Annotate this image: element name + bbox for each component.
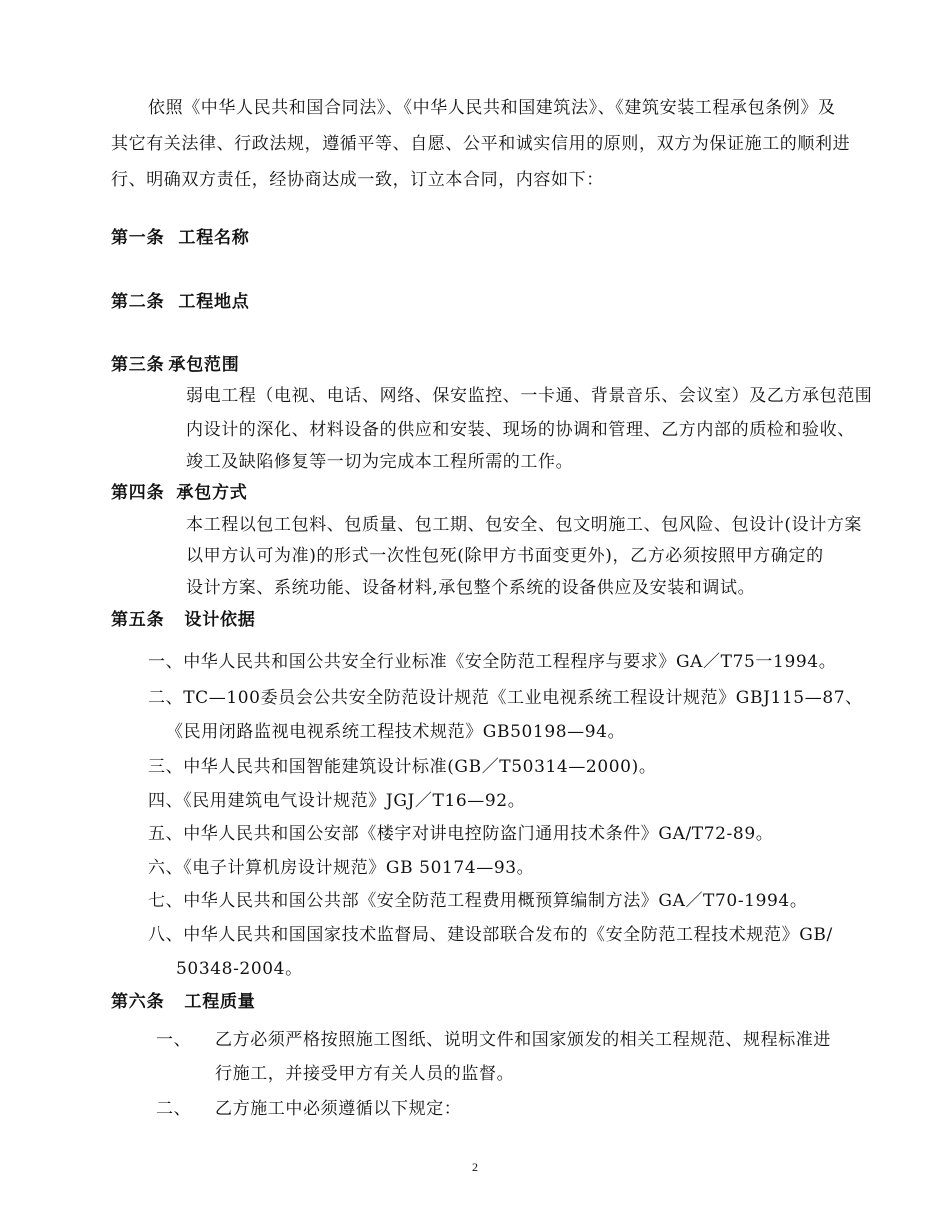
article-5-line-4: 三、中华人民共和国智能建筑设计标准(GB／T50314—2000)。 xyxy=(148,757,657,777)
article-5-line-6: 五、中华人民共和国公安部《楼宇对讲电控防盗门通用技术条件》GA/T72-89。 xyxy=(148,824,774,844)
article-4-line-1: 本工程以包工包料、包质量、包工期、包安全、包文明施工、包风险、包设计(设计方案 xyxy=(186,515,863,535)
article-6-item-2-line-1: 乙方施工中必须遵循以下规定： xyxy=(215,1099,462,1119)
article-4-line-3: 设计方案、系统功能、设备材料,承包整个系统的设备供应及安装和调试。 xyxy=(186,578,756,598)
article-title: 工程质量 xyxy=(184,992,256,1012)
article-5-line-9: 八、中华人民共和国国家技术监督局、建设部联合发布的《安全防范工程技术规范》GB/ xyxy=(148,925,833,945)
article-6-item-1-line-2: 行施工，并接受甲方有关人员的监督。 xyxy=(215,1064,515,1084)
article-5-heading xyxy=(111,610,256,630)
intro-line-3: 行、明确双方责任，经协商达成一致，订立本合同，内容如下： xyxy=(111,170,604,190)
article-6-item-2-marker: 二、 xyxy=(156,1099,192,1119)
article-3-line-2: 内设计的深化、材料设备的供应和安装、现场的协调和管理、乙方内部的质检和验收、 xyxy=(186,420,855,440)
article-number: 第二条 xyxy=(111,292,165,312)
article-5-line-7: 六、《电子计算机房设计规范》GB 50174—93。 xyxy=(148,858,535,878)
article-5-line-8: 七、中华人民共和国公共部《安全防范工程费用概预算编制方法》GA／T70-1994。 xyxy=(148,891,808,911)
article-3-line-3: 竣工及缺陷修复等一切为完成本工程所需的工作。 xyxy=(186,452,574,472)
article-title: 工程名称 xyxy=(178,228,250,248)
article-1-heading xyxy=(111,228,250,248)
article-number: 第五条 xyxy=(111,610,165,630)
article-6-item-1-line-1: 乙方必须严格按照施工图纸、说明文件和国家颁发的相关工程规范、规程标准进 xyxy=(215,1030,831,1050)
article-5-line-10: 50348-2004。 xyxy=(176,959,303,979)
article-title: 承包范围 xyxy=(168,355,240,375)
article-3-heading xyxy=(111,355,240,375)
article-5-line-3: 《民用闭路监视电视系统工程技术规范》GB50198—94。 xyxy=(166,722,626,742)
article-6-heading xyxy=(111,992,256,1012)
article-number: 第四条 xyxy=(111,483,165,503)
article-5-line-1: 一、中华人民共和国公共安全行业标准《安全防范工程程序与要求》GA／T75一1994。 xyxy=(148,652,837,672)
article-title: 承包方式 xyxy=(176,483,248,503)
article-5-line-5: 四、《民用建筑电气设计规范》JGJ／T16—92。 xyxy=(148,791,526,811)
article-6-item-1-marker: 一、 xyxy=(156,1030,192,1050)
article-4-heading xyxy=(111,483,248,503)
article-5-line-2: 二、TC—100委员会公共安全防范设计规范《工业电视系统工程设计规范》GBJ115—87、 xyxy=(148,688,863,708)
intro-line-1: 依照《中华人民共和国合同法》、《中华人民共和国建筑法》、《建筑安装工程承包条例》及 xyxy=(148,98,836,118)
article-number: 第三条 xyxy=(111,355,165,375)
article-2-heading xyxy=(111,292,250,312)
article-title: 工程地点 xyxy=(178,292,250,312)
page-number: 2 xyxy=(472,1160,478,1174)
article-3-line-1: 弱电工程（电视、电话、网络、保安监控、一卡通、背景音乐、会议室）及乙方承包范围 xyxy=(186,386,873,406)
article-number: 第一条 xyxy=(111,228,165,248)
article-title: 设计依据 xyxy=(184,610,256,630)
intro-line-2: 其它有关法律、行政法规，遵循平等、自愿、公平和诚实信用的原则，双方为保证施工的顺利进 xyxy=(111,134,851,154)
article-number: 第六条 xyxy=(111,992,165,1012)
article-4-line-2: 以甲方认可为准)的形式一次性包死(除甲方书面变更外)，乙方必须按照甲方确定的 xyxy=(186,546,824,566)
